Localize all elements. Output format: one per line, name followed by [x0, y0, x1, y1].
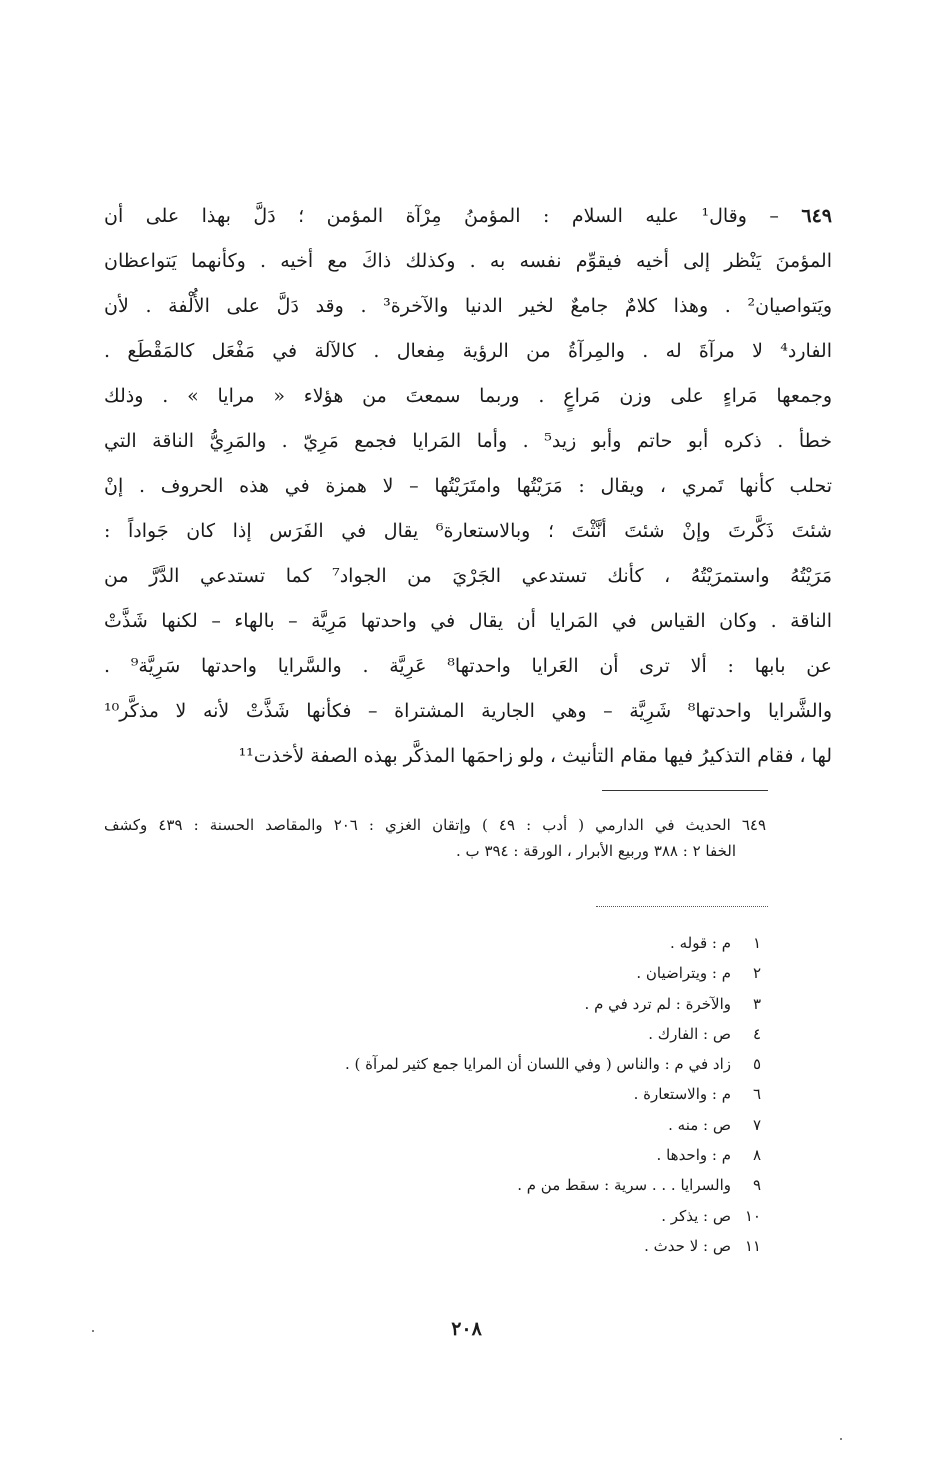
variant-note	[241, 1079, 761, 1109]
note-number: ٩	[752, 1176, 761, 1195]
variant-notes-list	[241, 928, 761, 1261]
variant-note	[241, 1231, 761, 1261]
text-line: لها ، فقام التذكيرُ فيها مقام التأنيث ، ولو زاحمَها المذكَّر بهذه الصفة لأخذت¹¹	[238, 745, 832, 767]
variant-note	[241, 958, 761, 988]
note-text: م : والاستعارة .	[633, 1085, 731, 1104]
text-line: ويَتواصيان² . وهذا كلامٌ جامعٌ لخير الدنيا والآخرة³ . وقد دَلَّ على الأُلْفة . لأن	[104, 295, 832, 317]
text-line: والشَّرايا واحدتها⁸ شَرِيَّة – وهي الجارية المشتراة – فكأنها شَذَّتْ لأنه لا مذكَّر¹⁰	[104, 700, 832, 722]
text-line: المؤمنَ يَنْظر إلى أخيه فيقوِّم نفسه به . وكذلك ذاكَ مع أخيه . وكأنهما يَتواعظان	[104, 250, 832, 272]
note-number: ٤	[752, 1024, 761, 1043]
note-number: ١٠	[744, 1206, 761, 1225]
note-number: ٥	[752, 1055, 761, 1074]
note-number: ١١	[744, 1236, 761, 1255]
note-number: ٣	[752, 994, 761, 1013]
variant-note	[241, 1201, 761, 1231]
note-number: ٧	[752, 1115, 761, 1134]
text-line: الفارد⁴ لا مرآةَ له . والمِرآةُ من الرؤية مِفعال . كالآلة في مَفْعَل كالمَقْطَع .	[104, 340, 832, 362]
note-number: ٨	[752, 1146, 761, 1165]
note-text: ص : يذكر .	[661, 1206, 731, 1225]
variant-note	[241, 1170, 761, 1200]
note-text: ص : الفارك .	[648, 1024, 731, 1043]
variant-note	[241, 1110, 761, 1140]
text-line: الناقة . وكان القياس في المَرايا أن يقال في واحدتها مَرِيَّة – بالهاء – لكنها شَذَّتْ	[104, 610, 832, 632]
note-text: والسرايا . . . سرية : سقط من م .	[517, 1176, 731, 1195]
entry-number: ٦٤٩	[801, 205, 832, 227]
note-text: ص : لا حدث .	[644, 1236, 731, 1255]
scan-speck	[840, 1438, 842, 1440]
variant-note	[241, 1140, 761, 1170]
source-footnote	[104, 812, 766, 864]
text-line: تحلب كأنها تَمري ، ويقال : مَرَيْتُها وامتَرَيْتُها – لا همزة في هذه الحروف . إنْ	[104, 475, 832, 497]
note-number: ٦	[752, 1085, 761, 1104]
text-line: مَرَيْتُهُ واستمرَيْتُهُ ، كأنك تستدعي الجَرْيَ من الجواد⁷ كما تستدعي الدَّرَّ من	[104, 565, 832, 587]
text-line: خطأ . ذكره أبو حاتم وأبو زيد⁵ . وأما المَرايا فجمع مَرِيّ . والمَرِيُّ الناقة التي	[104, 430, 832, 452]
variant-note	[241, 1049, 761, 1079]
note-text: ص : منه .	[668, 1115, 731, 1134]
text-line: شئتَ ذَكَّرتَ وإنْ شئتَ أنَّثْتَ ؛ وبالاستعارة⁶ يقال في الفَرَس إذا كان جَواداً :	[104, 520, 832, 542]
note-text: م : واحدها .	[656, 1146, 731, 1165]
note-text: والآخرة : لم ترد في م .	[584, 994, 731, 1013]
variant-note	[241, 989, 761, 1019]
scan-speck	[92, 1330, 94, 1332]
note-number: ١	[752, 934, 761, 952]
text-line: ٦٤٩ – وقال¹ عليه السلام : المؤمنُ مِرْآة المؤمن ؛ دَلَّ بهذا على أن	[104, 205, 832, 227]
variant-note	[241, 928, 761, 958]
variant-note	[241, 1019, 761, 1049]
footnote-separator	[602, 790, 768, 791]
note-text: زاد في م : والناس ( وفي اللسان أن المرايا جمع كثير لمرآة ) .	[344, 1055, 731, 1074]
page-number: ٢٠٨	[451, 1318, 482, 1340]
note-text: م : قوله .	[670, 934, 731, 952]
note-text: م : ويتراضيان .	[636, 964, 731, 983]
note-number: ٢	[752, 964, 761, 983]
text-line: عن بابها : ألا ترى أن العَرايا واحدتها⁸ عَرِيَّة . والسَّرايا واحدتها سَرِيَّة⁹ .	[104, 655, 832, 677]
source-line: الخفا ٢ : ٣٨٨ وربيع الأبرار ، الورقة : ٣٩٤ ب .	[456, 842, 736, 860]
source-line: ٦٤٩ الحديث في الدارمي ( أدب : ٤٩ ) وإتقان الغزي : ٢٠٦ والمقاصد الحسنة : ٤٣٩ وكشف	[104, 816, 767, 834]
dotted-separator	[596, 906, 768, 907]
text-line: وجمعها مَراءٍ على وزن مَراعٍ . وربما سمعتَ من هؤلاء « مرايا » . وذلك	[104, 385, 832, 407]
main-text-block	[104, 194, 832, 779]
